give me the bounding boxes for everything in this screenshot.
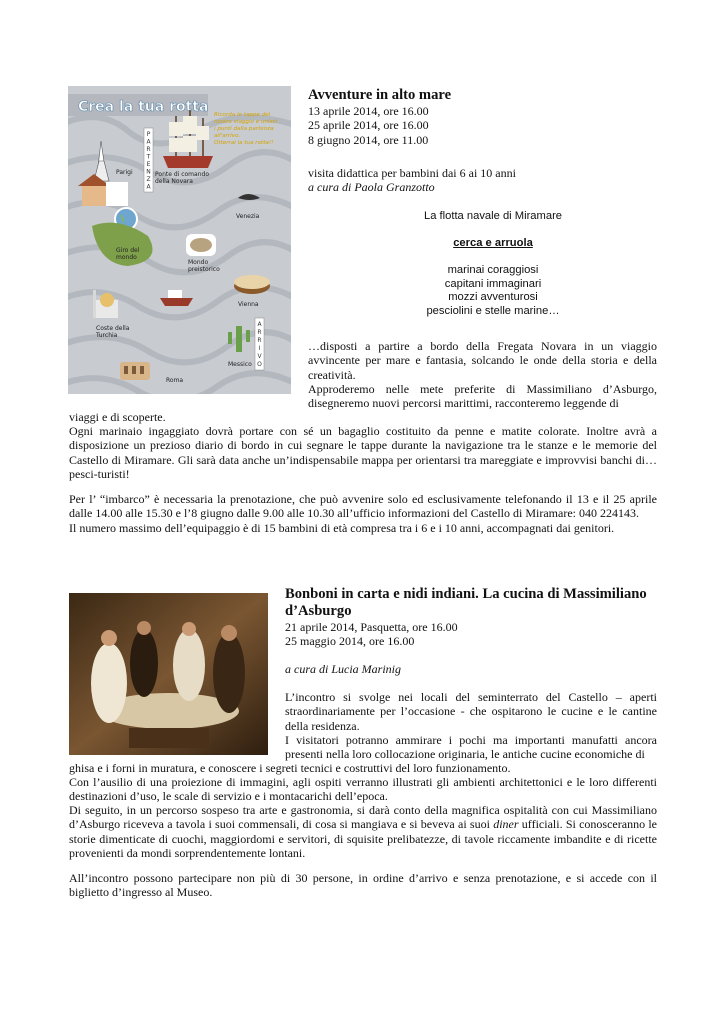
section2-date-2: 25 maggio 2014, ore 16.00 xyxy=(285,634,415,649)
section2-paragraph-1: L’incontro si svolge nei locali del seminterrato del Castello – aperti straordinariamente per l’occasione - che ospitarono le cucine e le cantine della residenza. xyxy=(285,690,657,733)
svg-text:Z: Z xyxy=(146,176,151,183)
map-note xyxy=(214,112,278,146)
date-3: 8 giugno 2014, ore 11.00 xyxy=(308,132,429,147)
visit-description: visita didattica per bambini dai 6 ai 10 anni xyxy=(308,166,516,180)
svg-text:E: E xyxy=(146,161,151,168)
svg-text:Ricorda le tappe del: Ricorda le tappe del xyxy=(214,112,271,118)
date-2: 25 aprile 2014, ore 16.00 xyxy=(308,118,429,133)
map-title: Crea la tua rotta xyxy=(78,99,209,115)
section1-paragraph-1: …disposti a partire a bordo della Fregata Novara in un viaggio avvincente per mare e fantasia, solcando le onde della storia e della creatività. xyxy=(308,339,657,382)
label-roma: Roma xyxy=(166,377,184,384)
svg-text:A: A xyxy=(146,138,151,146)
label-parigi: Parigi xyxy=(116,169,133,176)
section1-curator: a cura di Paola Granzotto xyxy=(308,180,435,194)
dinosaur-drawing xyxy=(186,234,216,256)
cake-drawing xyxy=(234,275,270,294)
svg-text:A: A xyxy=(146,183,151,191)
label-messico: Messico xyxy=(228,361,252,368)
label-giro: Giro del xyxy=(116,247,140,254)
section2-paragraph-4: Di seguito, in un percorso sospeso tra arte e gastronomia, si darà conto della magnifica ospitalità con cui Massimiliano d’Asburgo riceveva a tavola i suoi commensali, di cosa si mangiava e si beveva ai suoi diner ufficiali. Si conosceranno le storie dimenticate di cuochi, maggiordomi e servitori, di squisite prelibatezze, di tavole riccamente imbandite e di ricette provenienti da mondi sorprendentemente lontani. xyxy=(69,803,657,860)
label-ponte: Ponte di comando xyxy=(155,171,209,178)
section1-paragraph-2: Approderemo nelle mete preferite di Massimiliano d’Asburgo, disegneremo nuovi percorsi marittimi, racconteremo leggende di xyxy=(308,382,657,411)
svg-text:Otterrai la tua rotta!!: Otterrai la tua rotta!! xyxy=(214,140,274,146)
section2-paragraph-5: All’incontro possono partecipare non più di 30 persone, in ordine d’arrivo e senza prenotazione, e si accede con il biglietto d’ingresso al Museo. xyxy=(69,871,657,900)
svg-text:nostro viaggio e unisci: nostro viaggio e unisci xyxy=(214,119,278,125)
section2-paragraph-2-end: ghisa e i forni in muratura, e conoscere i segreti tecnici e costruttivi del loro funzionamento. xyxy=(69,761,511,775)
svg-text:I: I xyxy=(258,345,261,352)
section2-date-1: 21 aprile 2014, Pasquetta, ore 16.00 xyxy=(285,620,458,634)
section1-title: Avventure in alto mare xyxy=(308,87,452,103)
diner-word: diner xyxy=(493,817,519,832)
label-coste: Coste della xyxy=(96,325,130,332)
label-coste-2: Turchia xyxy=(96,332,118,339)
poem-line-5: mozzi avventurosi xyxy=(448,291,538,304)
date-1: 13 aprile 2014, ore 16.00 xyxy=(308,104,429,118)
svg-text:P: P xyxy=(146,131,151,138)
poem xyxy=(368,210,618,319)
section2-title: Bonboni in carta e nidi indiani. La cucina di Massimiliano d’Asburgo xyxy=(285,586,647,619)
label-ponte-2: della Novara xyxy=(155,178,193,185)
colosseum-drawing xyxy=(120,362,150,380)
section2-paragraph-2: I visitatori potranno ammirare i pochi ma importanti manufatti ancora presenti nella loro collocazione originaria, le antiche cucine economiche di xyxy=(285,733,657,762)
svg-text:R: R xyxy=(257,337,262,344)
label-vienna: Vienna xyxy=(238,301,259,308)
svg-text:A: A xyxy=(257,321,262,328)
section1-paragraph-5: Il numero massimo dell’equipaggio è di 15 bambini di età compresa tra i 6 e i 10 anni, accompagnati dai genitori. xyxy=(69,521,615,535)
poem-line-6: pesciolini e stelle marine… xyxy=(426,304,560,317)
poem-line-2: cerca e arruola xyxy=(453,236,533,249)
section1-paragraph-4: Per l’ “imbarco” è necessaria la prenotazione, che può avvenire solo ed esclusivamente telefonando il 13 e il 25 aprile dalle 14.00 alle 15.30 e l’8 giugno dalle 9.00 alle 10.30 all’ufficio informazioni del Castello di Miramare: 040 224143. xyxy=(69,492,657,521)
section1-paragraph-3: Ogni marinaio ingaggiato dovrà portare con sé un bagaglio costituito da penne e matite colorate. Inoltre avrà a disposizione un prezioso diario di bordo in cui segnare le tappe durante la navigazione tra le stanze e le memorie del Castello di Miramare. Gli sarà data anche un’indispensabile mappa per orientarsi tra mareggiate e improvvisi banchi di…pesci-turisti! xyxy=(69,424,657,481)
section2-curator: a cura di Lucia Marinig xyxy=(285,662,401,676)
section2-dates xyxy=(285,620,458,649)
section2-paragraph-3: Con l’ausilio di una proiezione di immagini, agli ospiti verranno illustrati gli ambienti architettonici e le loro differenti destinazioni d’uso, le scale di servizio e i montacarichi dell’epoca. xyxy=(69,775,657,804)
poem-line-4: capitani immaginari xyxy=(444,277,542,290)
poem-line-1: La flotta navale di Miramare xyxy=(423,210,563,222)
label-venezia: Venezia xyxy=(236,213,260,220)
label-mondo-2: preistorico xyxy=(188,266,220,273)
kitchen-painting xyxy=(69,593,268,755)
svg-text:V: V xyxy=(257,353,262,360)
svg-text:all'arrivo.: all'arrivo. xyxy=(214,133,241,139)
svg-text:O: O xyxy=(257,361,262,368)
label-giro-2: mondo xyxy=(116,254,137,261)
label-mondo: Mondo xyxy=(188,259,209,266)
svg-text:N: N xyxy=(146,168,151,176)
section1-paragraph-2-end: viaggi e di scoperte. xyxy=(69,410,166,424)
svg-text:R: R xyxy=(146,146,151,153)
section1-dates xyxy=(308,104,429,147)
map-illustration xyxy=(68,86,291,394)
svg-text:T: T xyxy=(146,153,151,161)
poem-line-3: marinai coraggiosi xyxy=(447,264,539,277)
svg-text:R: R xyxy=(257,329,262,336)
svg-text:i punti dalla partenza: i punti dalla partenza xyxy=(214,126,274,132)
